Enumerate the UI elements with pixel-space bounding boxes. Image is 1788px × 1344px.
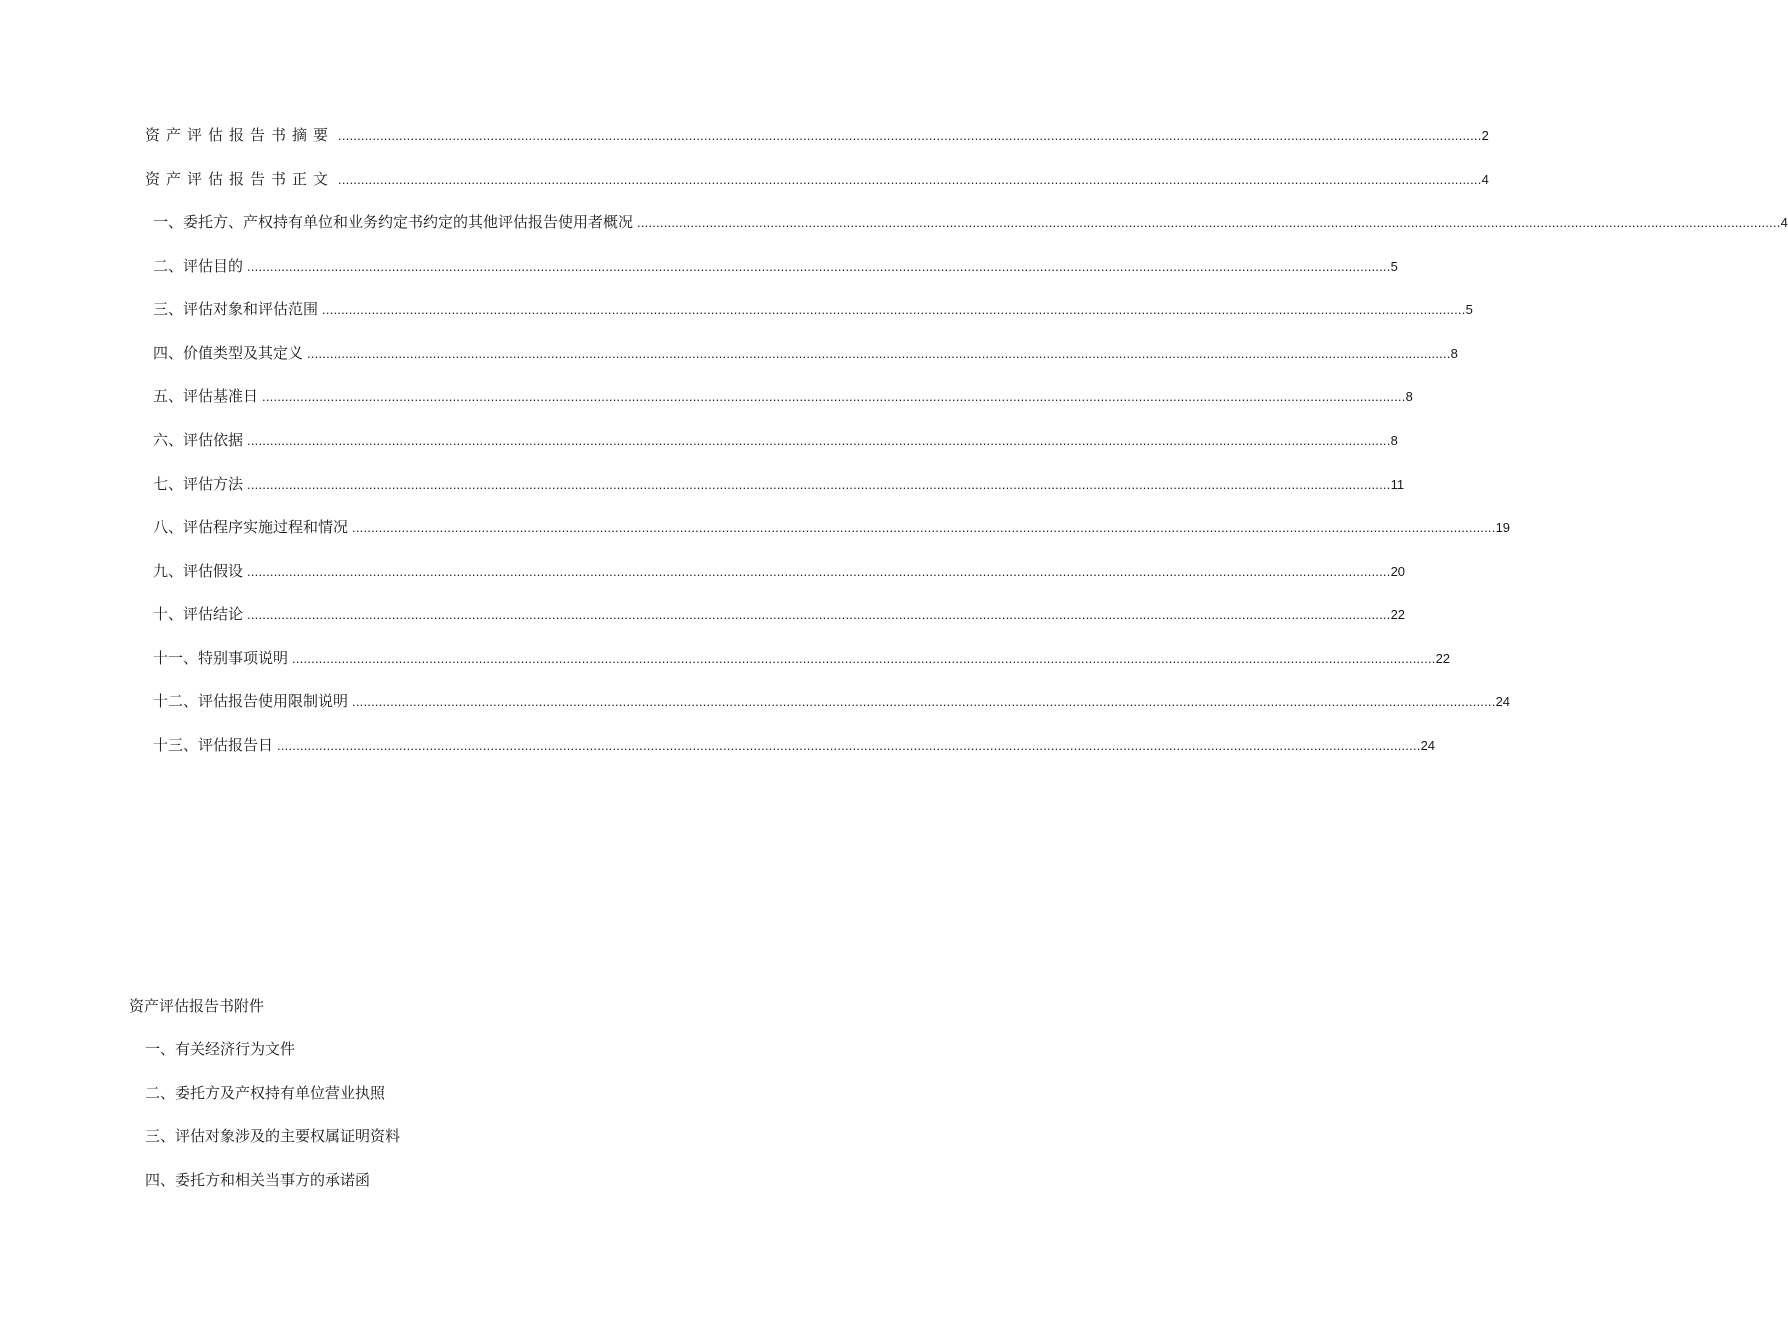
- toc-page-number: 20: [1390, 564, 1406, 579]
- toc-entry-3[interactable]: [153, 298, 1473, 320]
- toc-entry-6[interactable]: [153, 429, 1398, 451]
- toc-leader-dots: ............................................................................................................................................................................................................................................................................................................: [637, 215, 1781, 230]
- toc-page-number: 22: [1435, 651, 1451, 666]
- toc-entry-13[interactable]: [153, 734, 1436, 756]
- toc-leader-dots: ............................................................................................................................................................................................................................................................................................................: [247, 433, 1391, 448]
- toc-entry-12[interactable]: [153, 690, 1511, 712]
- toc-leader-dots: ............................................................................................................................................................................................................................................................................................................: [322, 302, 1466, 317]
- toc-entry-label: 一、委托方、产权持有单位和业务约定书约定的其他评估报告使用者概况: [153, 213, 634, 231]
- toc-entry-label: 九、评估假设: [153, 562, 244, 580]
- toc-leader-dots: ............................................................................................................................................................................................................................................................................................................: [247, 564, 1391, 579]
- toc-page-number: 5: [1465, 302, 1473, 317]
- toc-entry-label: 二、评估目的: [153, 257, 244, 275]
- toc-leader-dots: ............................................................................................................................................................................................................................................................................................................: [262, 389, 1406, 404]
- toc-page-number: 22: [1390, 607, 1406, 622]
- toc-entry-8[interactable]: [153, 516, 1511, 538]
- toc-leader-dots: ............................................................................................................................................................................................................................................................................................................: [338, 128, 1482, 143]
- toc-page-number: 2: [1481, 128, 1489, 143]
- toc-page-number: 24: [1420, 738, 1436, 753]
- toc-entry-4[interactable]: [153, 342, 1458, 364]
- toc-entry-label: 资产评估报告书摘要: [145, 126, 335, 144]
- toc-page-number: 8: [1450, 346, 1458, 361]
- toc-entry-1[interactable]: [153, 211, 1788, 233]
- toc-entry-main-text[interactable]: [145, 168, 1489, 190]
- toc-entry-label: 十、评估结论: [153, 605, 244, 623]
- toc-leader-dots: ............................................................................................................................................................................................................................................................................................................: [338, 172, 1482, 187]
- toc-entry-label: 十二、评估报告使用限制说明: [153, 692, 349, 710]
- toc-entry-5[interactable]: [153, 385, 1413, 407]
- toc-leader-dots: ............................................................................................................................................................................................................................................................................................................: [352, 520, 1496, 535]
- toc-entry-label: 十一、特别事项说明: [153, 649, 289, 667]
- toc-entry-label: 四、价值类型及其定义: [153, 344, 304, 362]
- toc-entry-label: 八、评估程序实施过程和情况: [153, 518, 349, 536]
- attachments-title: 资产评估报告书附件: [129, 997, 265, 1015]
- toc-leader-dots: ............................................................................................................................................................................................................................................................................................................: [292, 651, 1436, 666]
- toc-entry-summary[interactable]: [145, 124, 1489, 146]
- attachment-item: 二、委托方及产权持有单位营业执照: [145, 1084, 386, 1102]
- toc-entry-label: 七、评估方法: [153, 475, 244, 493]
- attachment-item: 四、委托方和相关当事方的承诺函: [145, 1171, 371, 1189]
- toc-page-number: 4: [1481, 172, 1489, 187]
- toc-entry-2[interactable]: [153, 255, 1398, 277]
- toc-entry-9[interactable]: [153, 560, 1406, 582]
- toc-page-number: 24: [1495, 694, 1511, 709]
- toc-entry-11[interactable]: [153, 647, 1451, 669]
- toc-entry-10[interactable]: [153, 603, 1406, 625]
- toc-leader-dots: ............................................................................................................................................................................................................................................................................................................: [277, 738, 1421, 753]
- toc-entry-label: 资产评估报告书正文: [145, 170, 335, 188]
- toc-leader-dots: ............................................................................................................................................................................................................................................................................................................: [247, 259, 1391, 274]
- attachment-item: 三、评估对象涉及的主要权属证明资料: [145, 1127, 401, 1145]
- toc-entry-label: 三、评估对象和评估范围: [153, 300, 319, 318]
- toc-page-number: 11: [1390, 477, 1405, 492]
- toc-entry-7[interactable]: [153, 473, 1405, 495]
- toc-leader-dots: ............................................................................................................................................................................................................................................................................................................: [352, 694, 1496, 709]
- toc-leader-dots: ............................................................................................................................................................................................................................................................................................................: [307, 346, 1451, 361]
- toc-entry-label: 五、评估基准日: [153, 387, 259, 405]
- toc-page-number: 4: [1780, 215, 1788, 230]
- toc-page-number: 8: [1390, 433, 1398, 448]
- toc-entry-label: 六、评估依据: [153, 431, 244, 449]
- toc-entry-label: 十三、评估报告日: [153, 736, 274, 754]
- toc-leader-dots: ............................................................................................................................................................................................................................................................................................................: [247, 607, 1391, 622]
- attachment-item: 一、有关经济行为文件: [145, 1040, 296, 1058]
- toc-page-number: 19: [1495, 520, 1511, 535]
- toc-page-number: 8: [1405, 389, 1413, 404]
- toc-leader-dots: ............................................................................................................................................................................................................................................................................................................: [247, 477, 1391, 492]
- toc-page-number: 5: [1390, 259, 1398, 274]
